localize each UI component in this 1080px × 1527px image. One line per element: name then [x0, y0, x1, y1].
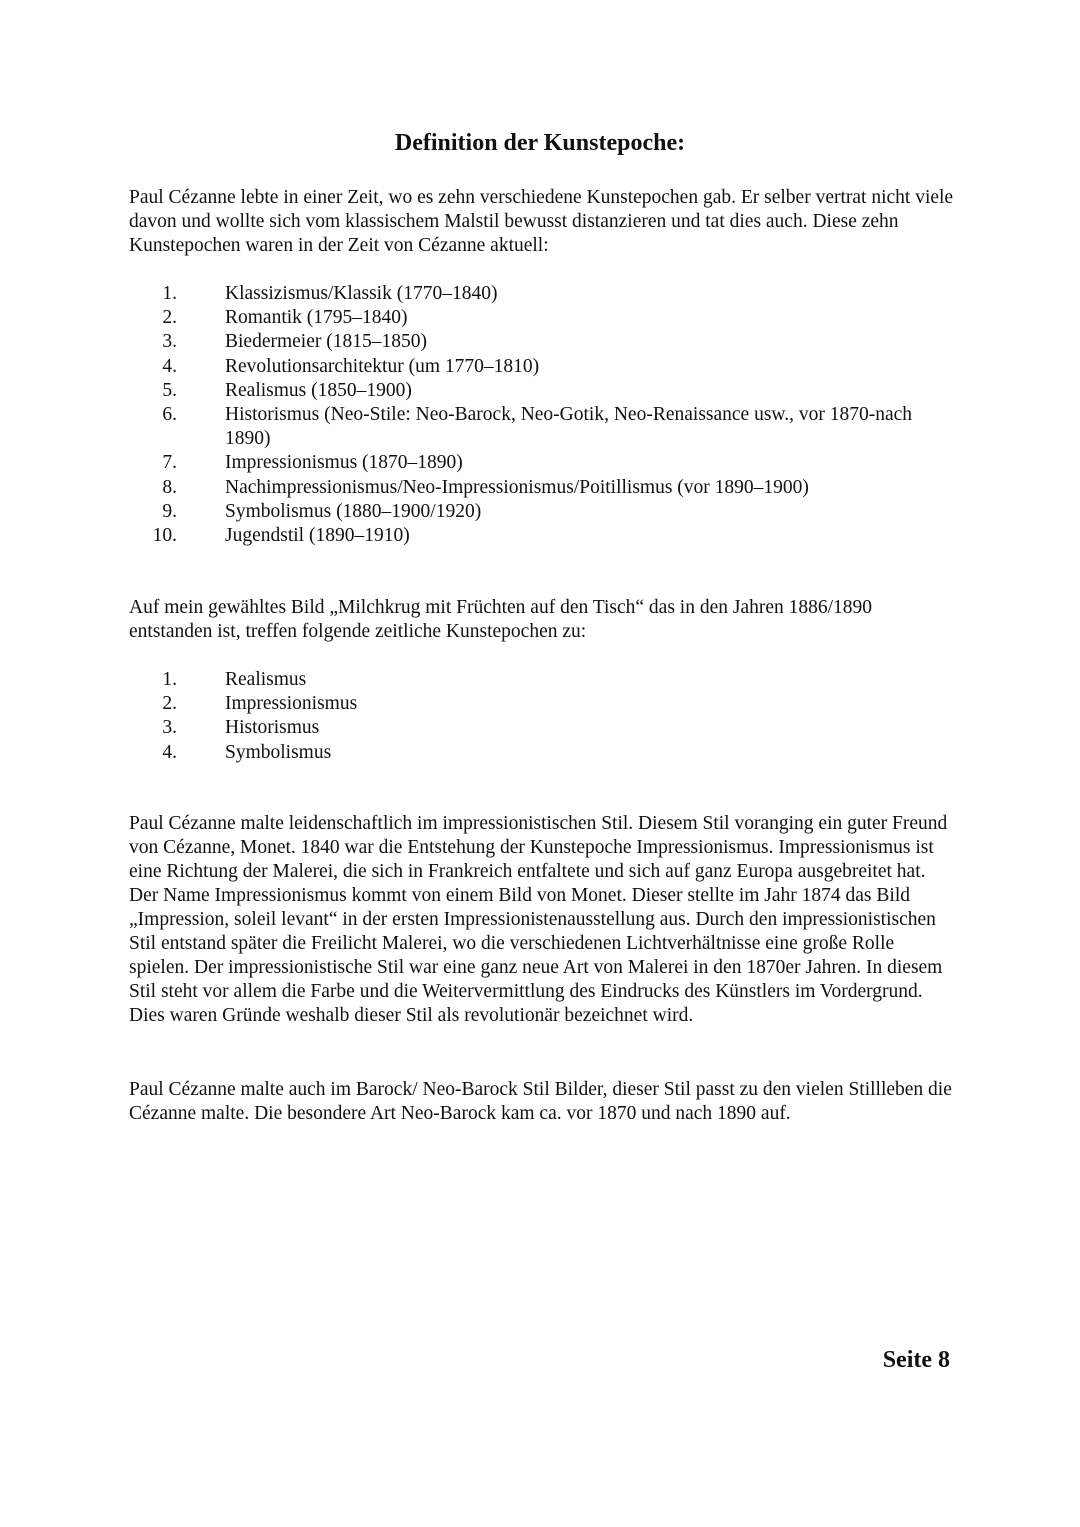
list-text: Symbolismus (1880–1900/1920) — [225, 500, 482, 522]
list-item — [129, 692, 949, 716]
list-number: 4. — [162, 355, 177, 377]
list-number: 6. — [162, 404, 177, 426]
list-item — [129, 306, 949, 330]
list-item — [129, 403, 949, 451]
list-item — [129, 741, 949, 765]
list-text: Impressionismus (1870–1890) — [225, 452, 463, 474]
list-number: 2. — [162, 693, 177, 715]
list-number: 1. — [162, 669, 177, 690]
painting-intro-text: Auf mein gewähltes Bild „Milchkrug mit Früchten auf den Tisch“ das in den Jahren 1886/1890 entstanden ist, treffen folgende zeitliche Kunstepochen zu: — [129, 597, 873, 642]
list-text: Realismus (1850–1900) — [225, 379, 412, 401]
list-item — [129, 330, 949, 354]
list-item — [129, 668, 949, 692]
impressionism-section — [129, 812, 959, 1028]
barock-paragraph: Paul Cézanne malte auch im Barock/ Neo-Barock Stil Bilder, dieser Stil passt zu den vielen Stillleben die Cézanne malte. Die besondere Art Neo-Barock kam ca. vor 1870 und nach 1890 auf. — [129, 1079, 952, 1124]
painting-paragraph — [129, 596, 959, 644]
intro-paragraph — [129, 186, 959, 258]
list-text: Historismus — [225, 717, 320, 739]
list-item — [129, 716, 949, 740]
list-item — [129, 476, 949, 500]
list-text: Realismus — [225, 669, 307, 690]
list-item — [129, 500, 949, 524]
list-text: Biedermeier (1815–1850) — [225, 331, 427, 353]
list-number: 4. — [162, 741, 177, 763]
list-text: Symbolismus — [225, 741, 332, 763]
list-text: Klassizismus/Klassik (1770–1840) — [225, 283, 498, 304]
list-item — [129, 282, 949, 306]
epochs-list — [129, 282, 949, 548]
barock-section — [129, 1078, 959, 1126]
list-number: 1. — [162, 283, 177, 304]
list-number: 5. — [162, 379, 177, 401]
list-number: 9. — [162, 500, 177, 522]
list-item — [129, 355, 949, 379]
list-number: 2. — [162, 307, 177, 329]
impressionism-paragraph: Paul Cézanne malte leidenschaftlich im impressionistischen Stil. Diesem Stil voranging ein guter Freund von Cézanne, Monet. 1840 war die Entstehung der Kunstepoche Impressionismus. Impressionismus ist eine Richtung der Malerei, die sich in Frankreich entfaltete und sich auf ganz Europa ausgebreitet hat. Der Name Impressionismus kommt von einem Bild von Monet. Dieser stellte im Jahr 1874 das Bild „Impression, soleil levant“ in der ersten Impressionistenausstellung aus. Durch den impressionistischen Stil entstand später die Freilicht Malerei, wo die verschiedenen Lichtverhältnisse eine große Rolle spielen. Der impressionistische Stil war eine ganz neue Art von Malerei in den 1870er Jahren. In diesem Stil steht vor allem die Farbe und die Weitervermittlung des Eindrucks des Künstlers im Vordergrund. Dies waren Gründe weshalb dieser Stil als revolutionär bezeichnet wird. — [129, 813, 948, 1026]
list-item — [129, 451, 949, 475]
list-text: Nachimpressionismus/Neo-Impressionismus/Poitillismus (vor 1890–1900) — [225, 476, 809, 498]
list-item — [129, 379, 949, 403]
list-text: Revolutionsarchitektur (um 1770–1810) — [225, 355, 540, 377]
list-text: Impressionismus — [225, 693, 358, 715]
list-item — [129, 524, 949, 548]
list-number: 3. — [162, 717, 177, 739]
list-text: Romantik (1795–1840) — [225, 307, 408, 329]
list-number: 3. — [162, 331, 177, 353]
list-text: Historismus (Neo-Stile: Neo-Barock, Neo-Gotik, Neo-Renaissance usw., vor 1870-nach 1890) — [225, 404, 913, 450]
page-number: Seite 8 — [882, 1347, 950, 1373]
matching-epochs-list — [129, 668, 949, 765]
list-number: 7. — [162, 452, 177, 474]
list-number: 10. — [152, 525, 177, 547]
list-number: 8. — [162, 476, 177, 498]
intro-text: Paul Cézanne lebte in einer Zeit, wo es zehn verschiedene Kunstepochen gab. Er selber vertrat nicht viele davon und wollte sich vom klassischem Malstil bewusst distanzieren und tat dies auch. Diese zehn Kunstepochen waren in der Zeit von Cézanne aktuell: — [129, 187, 954, 256]
list-text: Jugendstil (1890–1910) — [225, 525, 410, 547]
page-title: Definition der Kunstepoche: — [394, 130, 686, 156]
